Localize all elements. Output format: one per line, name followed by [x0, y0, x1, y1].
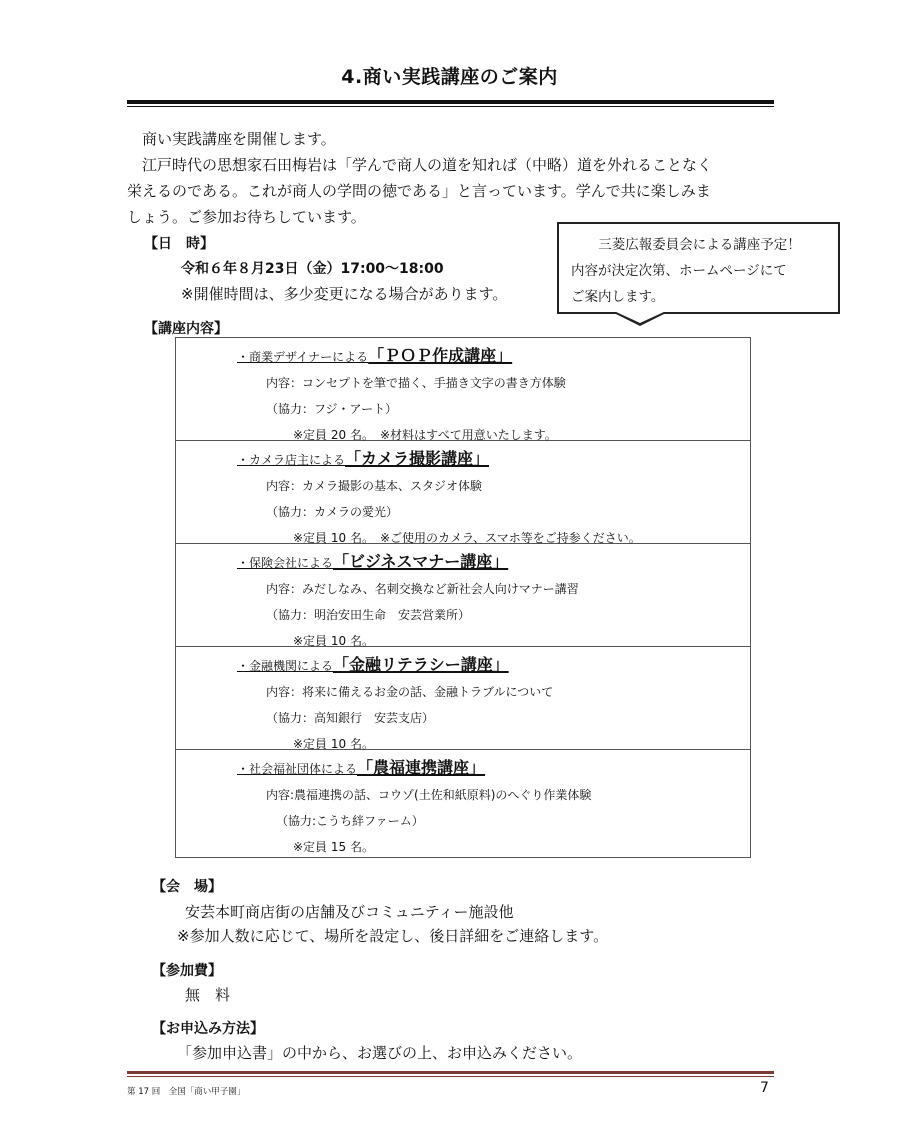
- course-partner: （協力：フジ・アート）: [266, 402, 398, 416]
- schedule-heading: 【日 時】: [144, 236, 214, 252]
- intro-line: 商い実践講座を開催します。: [127, 130, 336, 148]
- course-title: [237, 755, 485, 778]
- footer-event-name: 第 17 回 全国「商い甲子園」: [127, 1087, 246, 1097]
- course-name: 「農福連携講座」: [357, 758, 486, 777]
- course-instructor: ・金融機関による: [237, 659, 334, 673]
- fee-heading: 【参加費】: [152, 963, 222, 979]
- course-partner: （協力：カメラの愛光）: [266, 505, 399, 519]
- schedule-datetime: 令和６年８月23日（金）17:00〜18:00: [181, 261, 444, 277]
- title-rule: [127, 100, 774, 104]
- course-instructor: ・社会福祉団体による: [237, 762, 358, 776]
- course-capacity: ※定員 10 名。: [293, 737, 374, 751]
- course-row-agriculture: [176, 750, 750, 857]
- footer-rule-thin: [127, 1076, 774, 1077]
- intro-paragraph: [127, 126, 712, 230]
- schedule-note: ※開催時間は、多少変更になる場合があります。: [181, 285, 508, 303]
- course-name: 「金融リテラシー講座」: [333, 655, 509, 674]
- course-name: 「カメラ撮影講座」: [345, 449, 490, 468]
- course-content: 内容:農福連携の話、コウゾ(土佐和紙原料)のへぐり作業体験: [266, 788, 592, 802]
- venue-text: 安芸本町商店街の店舗及びコミュニティー施設他: [185, 903, 514, 921]
- course-row-manner: [176, 544, 750, 647]
- apply-heading: 【お申込み方法】: [152, 1021, 264, 1037]
- page-number: 7: [760, 1080, 769, 1096]
- fee-text: 無 料: [185, 986, 231, 1004]
- course-title: [237, 343, 512, 366]
- apply-text: 「参加申込書」の中から、お選びの上、お申込みください。: [177, 1044, 583, 1062]
- callout-line: ご案内します。: [571, 289, 665, 305]
- course-row-camera: [176, 441, 750, 544]
- page-title: 4.商い実践講座のご案内: [341, 66, 558, 88]
- course-title: [237, 652, 509, 675]
- footer-rule: [127, 1071, 774, 1074]
- announcement-callout: [557, 222, 840, 314]
- callout-tail-fill: [614, 311, 666, 323]
- course-capacity: ※定員 15 名。: [293, 840, 374, 854]
- course-content: 内容：カメラ撮影の基本、スタジオ体験: [266, 479, 483, 493]
- course-partner: （協力：高知銀行 安芸支店）: [266, 711, 435, 725]
- course-content: 内容：コンセプトを筆で描く、手描き文字の書き方体験: [266, 376, 566, 390]
- course-instructor: ・カメラ店主による: [237, 453, 346, 467]
- callout-line: 内容が決定次第、ホームページにて: [571, 263, 787, 279]
- courses-table: [175, 337, 751, 858]
- course-row-finance: [176, 647, 750, 750]
- course-name: 「ビジネスマナー講座」: [333, 552, 509, 571]
- title-rule-thin: [127, 106, 774, 107]
- course-capacity: ※定員 20 名。 ※材料はすべて用意いたします。: [293, 428, 557, 442]
- course-capacity: ※定員 10 名。 ※ご使用のカメラ、スマホ等をご持参ください。: [293, 531, 641, 545]
- course-partner: （協力:こうち絆ファーム）: [276, 814, 424, 828]
- course-content: 内容：みだしなみ、名刺交換など新社会人向けマナー講習: [266, 582, 579, 596]
- callout-line: 三菱広報委員会による講座予定！: [598, 237, 801, 253]
- course-capacity: ※定員 10 名。: [293, 634, 374, 648]
- course-row-pop: [176, 338, 750, 441]
- course-instructor: ・商業デザイナーによる: [237, 350, 369, 364]
- courses-heading: 【講座内容】: [144, 321, 228, 337]
- course-name: 「ＰＯＰ作成講座」: [368, 346, 513, 365]
- course-partner: （協力：明治安田生命 安芸営業所）: [266, 608, 471, 622]
- course-title: [237, 446, 489, 469]
- course-title: [237, 549, 508, 572]
- intro-line: 栄えるのである。これが商人の学問の徳である」と言っています。学んで共に楽しみま: [127, 182, 711, 200]
- intro-line: 江戸時代の思想家石田梅岩は「学んで商人の道を知れば（中略）道を外れることなく: [127, 156, 713, 174]
- venue-note: ※参加人数に応じて、場所を設定し、後日詳細をご連絡します。: [177, 927, 609, 945]
- intro-line: しょう。ご参加お待ちしています。: [127, 208, 366, 226]
- course-content: 内容：将来に備えるお金の話、金融トラブルについて: [266, 685, 554, 699]
- course-instructor: ・保険会社による: [237, 556, 334, 570]
- venue-heading: 【会 場】: [152, 879, 222, 895]
